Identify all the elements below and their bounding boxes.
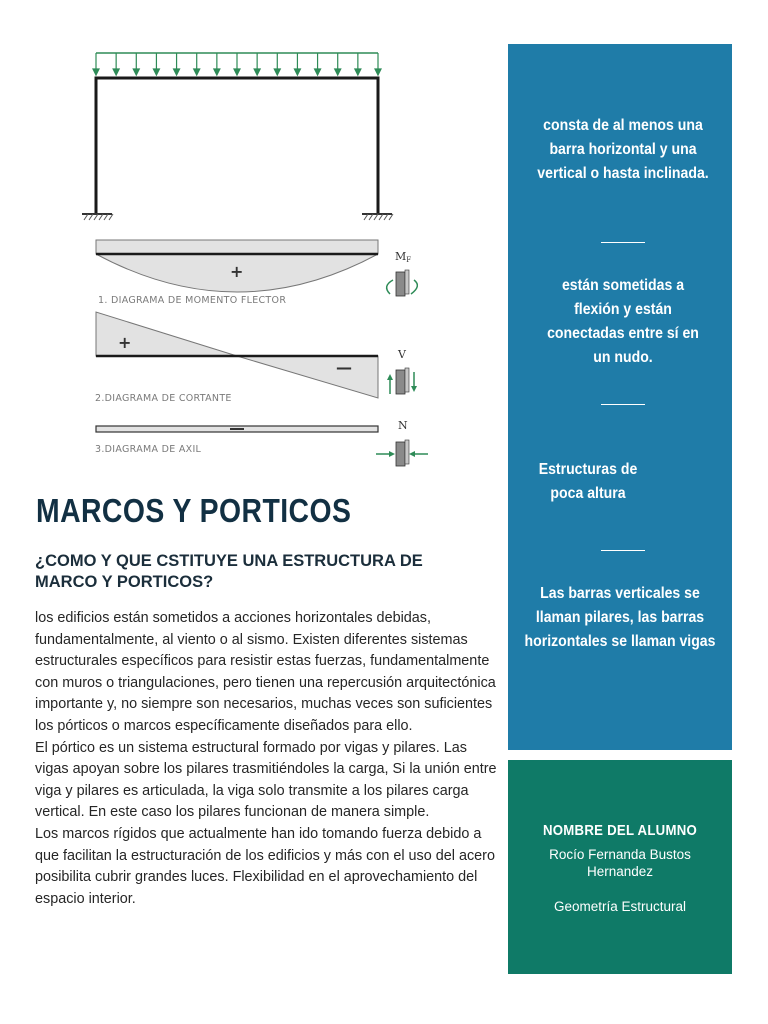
course-name: Geometría Estructural xyxy=(553,899,687,914)
load-arrow-head xyxy=(113,69,119,75)
axial-diagram xyxy=(95,426,378,455)
load-arrow-head xyxy=(375,69,381,75)
sidebar-divider xyxy=(601,404,645,405)
load-arrow-head xyxy=(153,69,159,75)
load-arrow-head xyxy=(294,69,300,75)
body-paragraph: Los marcos rígidos que actualmente han ido tomando fuerza debido a que facilitan la estructuración de los edificios y más con el uso del acero posibilita cubrir grandes luces. Flexibilidad en el aprovechamiento del espacio interior. xyxy=(35,825,495,907)
load-arrow-head xyxy=(133,69,139,75)
load-arrow-head xyxy=(93,69,99,75)
distributed-load xyxy=(93,53,381,75)
shear-diagram-label: 2.DIAGRAMA DE CORTANTE xyxy=(95,393,232,404)
student-name: Rocío Fernanda Bustos Hernandez xyxy=(549,847,691,879)
body-paragraph: los edificios están sometidos a acciones horizontales debidas, fundamentalmente, al viento o al sismo. Existen diferentes sistemas estructurales específicos para resistir estas fuerzas, fundamentalmente con muros o triangulaciones, pero tienen una repercusión arquitectónica importante y, no siempre son necesarios, muchas veces son suficientes los pórticos o marcos específicamente diseñados para ello. xyxy=(35,610,496,734)
axial-symbol xyxy=(376,419,428,466)
load-arrow-head xyxy=(254,69,260,75)
info-sidebar xyxy=(508,44,732,750)
bending-moment-diagram xyxy=(96,240,378,306)
load-arrow-head xyxy=(335,69,341,75)
load-arrow-head xyxy=(315,69,321,75)
load-arrow-head xyxy=(194,69,200,75)
body-paragraph: El pórtico es un sistema estructural formado por vigas y pilares. Las vigas apoyan sobre los pilares trasmitiéndoles la carga, Si la unión entre viga y pilares es articulada, la viga solo transmite a los pilares carga vertical. En este caso los pilares funcionan de manera simple. xyxy=(35,739,497,821)
load-arrow-head xyxy=(355,69,361,75)
load-arrow-head xyxy=(174,69,180,75)
page-title: MARCOS Y PORTICOS xyxy=(36,492,352,529)
load-arrow-head xyxy=(214,69,220,75)
right-support xyxy=(362,214,393,220)
moment-symbol xyxy=(387,250,418,296)
shear-diagram xyxy=(95,312,378,404)
sidebar-divider xyxy=(601,242,645,243)
shear-letter: V xyxy=(398,348,406,361)
student-heading: NOMBRE DEL ALUMNO xyxy=(542,822,698,839)
shear-symbol xyxy=(387,348,417,394)
structural-diagram-svg xyxy=(78,40,438,470)
moment-diagram-label: 1. DIAGRAMA DE MOMENTO FLECTOR xyxy=(98,295,287,306)
shear-plus-sign: + xyxy=(118,333,132,352)
left-support xyxy=(82,214,113,220)
axial-letter: N xyxy=(398,419,408,432)
load-arrow-head xyxy=(234,69,240,75)
sidebar-item: Estructuras de poca altura xyxy=(538,461,638,502)
sidebar-item: Las barras verticales se llaman pilares, las barras horizontales se llaman vigas xyxy=(524,585,716,650)
structural-diagram-figure xyxy=(78,40,438,470)
sidebar-divider xyxy=(601,550,645,551)
frame xyxy=(96,78,378,213)
shear-minus-sign: — xyxy=(336,358,352,377)
body-text xyxy=(35,608,501,910)
section-subtitle: ¿COMO Y QUE CSTITUYE UNA ESTRUCTURA DE MARCO Y PORTICOS? xyxy=(35,552,423,591)
sidebar-item: están sometidas a flexión y están conectadas entre sí en un nudo. xyxy=(547,277,699,366)
load-arrow-head xyxy=(274,69,280,75)
student-card xyxy=(508,760,732,974)
moment-letter: MF xyxy=(395,250,412,264)
moment-plus-sign: + xyxy=(230,262,244,281)
axial-diagram-label: 3.DIAGRAMA DE AXIL xyxy=(95,444,202,455)
sidebar-item: consta de al menos una barra horizontal y una vertical o hasta inclinada. xyxy=(537,117,709,182)
